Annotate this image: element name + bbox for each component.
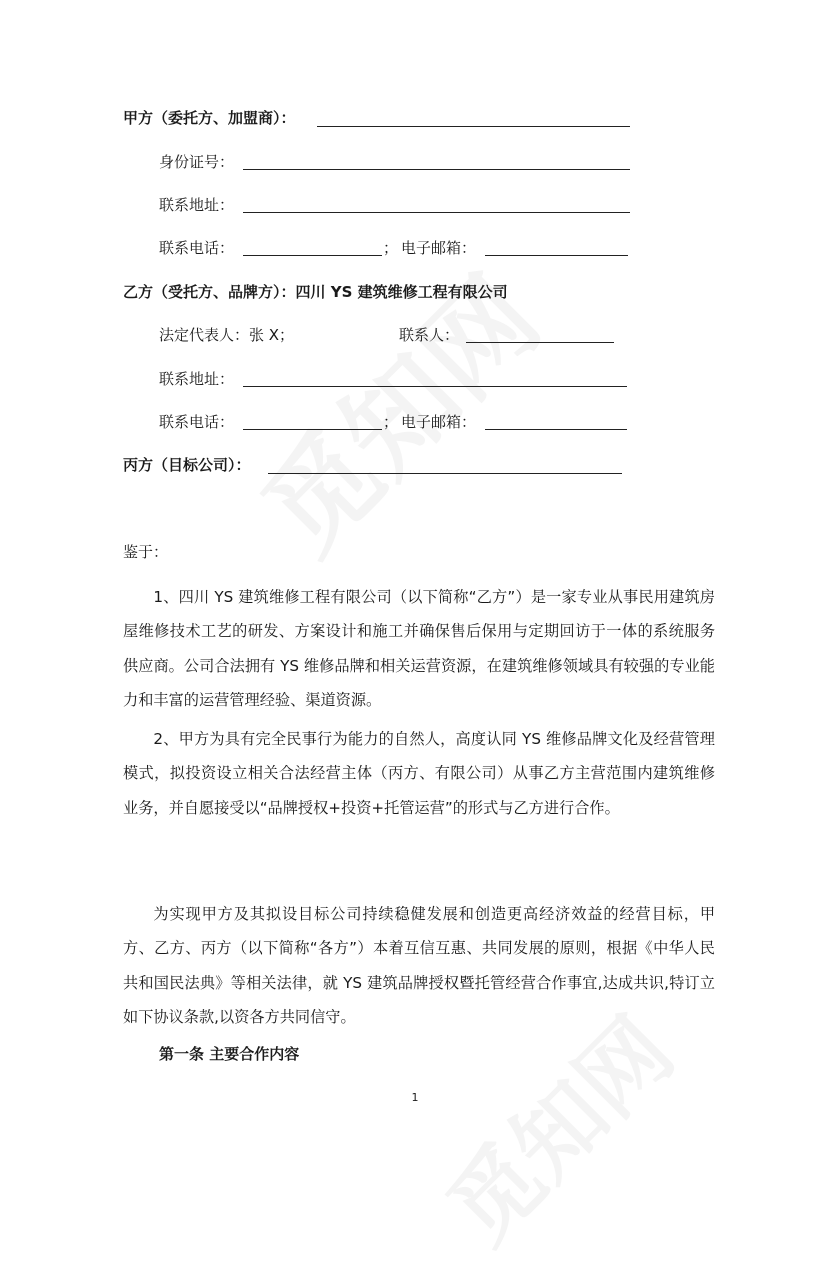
whereas-heading: 鉴于： <box>123 543 169 561</box>
party-b-title: 乙方（受托方、品牌方）：四川 YS 建筑维修工程有限公司 <box>123 283 508 301</box>
intro-paragraph: 为实现甲方及其拟设目标公司持续稳健发展和创造更高经济效益的经营目标，甲方、乙方、丙方（以下简称“各方”）本着互信互惠、共同发展的原则，根据《中华人民共和国民法典》等相关法律，就 YS 建筑品牌授权暨托管经营合作事宜,达成共识,特订立如下协议条款,以资各方共同信守。 <box>123 905 715 1026</box>
party-a-email-blank <box>485 255 628 256</box>
party-c-name-blank <box>268 473 622 474</box>
party-b-email-blank <box>485 429 627 430</box>
party-b-address-label: 联系地址： <box>159 370 235 388</box>
party-b-rep-label: 法定代表人：张 X； <box>159 326 295 344</box>
separator: ； <box>383 413 399 431</box>
party-c-title: 丙方（目标公司）： <box>123 456 251 474</box>
party-a-title: 甲方（委托方、加盟商）： <box>123 109 296 127</box>
party-b-email-label: 电子邮箱： <box>401 413 477 431</box>
whereas-item-1: 1、四川 YS 建筑维修工程有限公司（以下简称“乙方”）是一家专业从事民用建筑房屋维修技术工艺的研发、方案设计和施工并确保售后保用与定期回访于一体的系统服务供应商。公司合法拥有 YS 维修品牌和相关运营资源，在建筑维修领域具有较强的专业能力和丰富的运营管理经验、渠道资源。 <box>123 588 715 709</box>
whereas-item-2: 2、甲方为具有完全民事行为能力的自然人，高度认同 YS 维修品牌文化及经营管理模式，拟投资设立相关合法经营主体（丙方、有限公司）从事乙方主营范围内建筑维修业务，并自愿接受以“品牌授权+投资+托管运营”的形式与乙方进行合作。 <box>123 730 715 817</box>
article-1-title: 第一条 主要合作内容 <box>159 1045 300 1063</box>
party-a-email-label: 电子邮箱： <box>401 239 477 257</box>
party-a-phone-label: 联系电话： <box>159 239 235 257</box>
separator: ； <box>383 239 399 257</box>
party-b-phone-label: 联系电话： <box>159 413 235 431</box>
page-number: 1 <box>411 1091 419 1104</box>
party-a-id-label: 身份证号： <box>159 153 235 171</box>
party-b-phone-blank <box>243 429 382 430</box>
party-b-address-blank <box>243 386 627 387</box>
party-a-name-blank <box>317 126 630 127</box>
party-b-contact-label: 联系人： <box>399 326 460 344</box>
party-a-address-blank <box>243 212 630 213</box>
party-a-address-label: 联系地址： <box>159 196 235 214</box>
party-a-id-blank <box>243 169 630 170</box>
party-a-phone-blank <box>243 255 382 256</box>
party-b-contact-blank <box>466 342 614 343</box>
